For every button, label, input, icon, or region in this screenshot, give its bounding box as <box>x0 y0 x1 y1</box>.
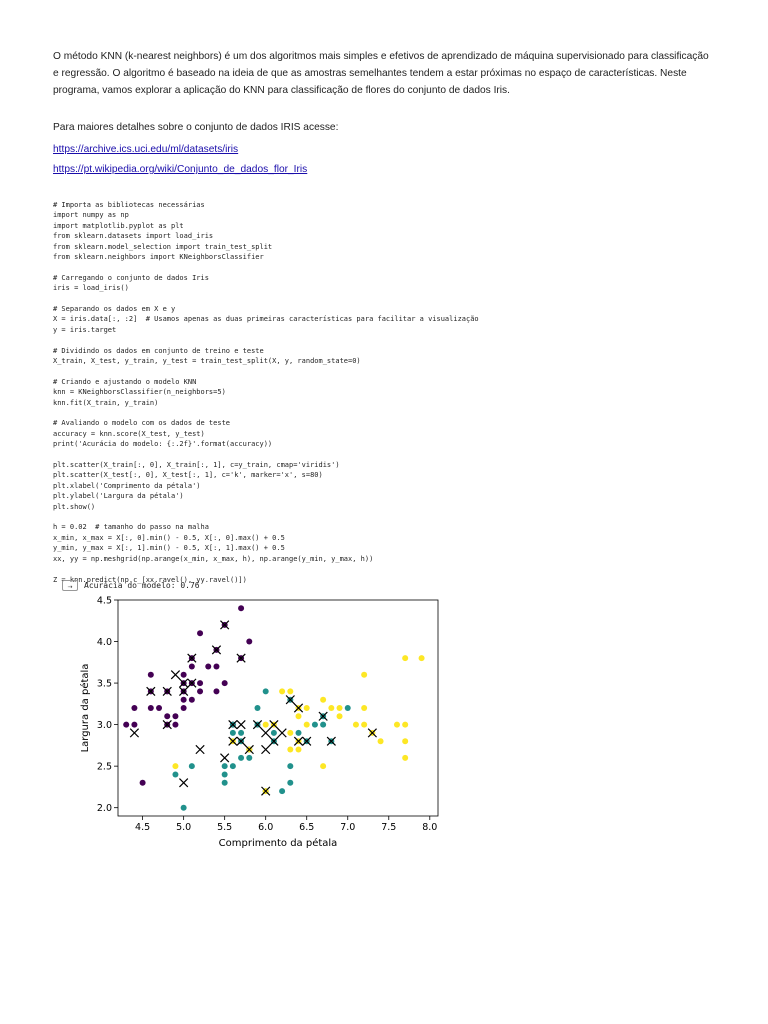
code-line: plt.scatter(X_train[:, 0], X_train[:, 1], c=y_train, cmap='viridis') <box>53 461 340 470</box>
train-point-marker <box>181 697 187 703</box>
train-point-marker <box>402 655 408 661</box>
code-line <box>53 335 715 345</box>
train-point-marker <box>222 780 228 786</box>
train-point-marker <box>172 771 178 777</box>
code-line <box>53 262 715 272</box>
train-point-marker <box>320 722 326 728</box>
y-tick-label: 3.0 <box>96 719 112 731</box>
y-tick-label: 4.0 <box>96 636 112 648</box>
x-tick-label: 6.5 <box>299 822 315 833</box>
train-point-marker <box>238 755 244 761</box>
train-point-marker <box>287 688 293 694</box>
train-point-marker <box>246 755 252 761</box>
code-line: from sklearn.datasets import load_iris <box>53 232 214 241</box>
train-point-marker <box>312 722 318 728</box>
train-point-marker <box>148 705 154 711</box>
train-point-marker <box>197 688 203 694</box>
code-line: Z = knn.predict(np.c_[xx.ravel(), yy.ravel()]) <box>53 575 247 584</box>
code-line: xx, yy = np.meshgrid(np.arange(x_min, x_max, h), np.arange(y_min, y_max, h)) <box>53 554 374 563</box>
train-point-marker <box>222 771 228 777</box>
train-point-marker <box>230 763 236 769</box>
x-axis-label: Comprimento da pétala <box>218 838 338 849</box>
code-line: X = iris.data[:, :2] # Usamos apenas as duas primeiras características para facilitar a visualização <box>53 315 479 324</box>
plot-frame <box>118 600 438 816</box>
x-tick-label: 7.5 <box>381 822 397 833</box>
code-line <box>53 408 715 418</box>
train-point-marker <box>287 763 293 769</box>
train-point-marker <box>287 780 293 786</box>
code-line: # Carregando o conjunto de dados Iris <box>53 273 209 282</box>
train-point-marker <box>189 763 195 769</box>
notebook-page <box>53 48 715 585</box>
train-point-marker <box>189 697 195 703</box>
code-line: X_train, X_test, y_train, y_test = train_test_split(X, y, random_state=0) <box>53 357 361 366</box>
code-line <box>53 512 715 522</box>
x-tick-label: 8.0 <box>422 822 438 833</box>
train-point-marker <box>263 722 269 728</box>
train-point-marker <box>156 705 162 711</box>
train-point-marker <box>296 747 302 753</box>
code-line: plt.xlabel('Comprimento da pétala') <box>53 481 201 490</box>
code-line: # Criando e ajustando o modelo KNN <box>53 377 197 386</box>
train-point-marker <box>287 730 293 736</box>
code-line: # Dividindo os dados em conjunto de treino e teste <box>53 346 264 355</box>
train-point-marker <box>328 705 334 711</box>
train-point-marker <box>181 805 187 811</box>
train-point-marker <box>213 688 219 694</box>
train-point-marker <box>345 705 351 711</box>
output-arrow-icon[interactable]: ⇢ <box>62 580 78 591</box>
train-point-marker <box>189 663 195 669</box>
train-point-marker <box>131 705 137 711</box>
train-point-marker <box>238 605 244 611</box>
train-point-marker <box>172 763 178 769</box>
train-point-marker <box>287 747 293 753</box>
train-point-marker <box>320 697 326 703</box>
train-point-marker <box>279 688 285 694</box>
train-point-marker <box>222 680 228 686</box>
y-tick-label: 2.5 <box>96 761 112 773</box>
train-point-marker <box>205 663 211 669</box>
code-line: accuracy = knn.score(X_test, y_test) <box>53 429 205 438</box>
train-point-marker <box>419 655 425 661</box>
train-point-marker <box>131 722 137 728</box>
code-line <box>53 564 715 574</box>
train-point-marker <box>172 713 178 719</box>
code-line: # Avaliando o modelo com os dados de teste <box>53 419 231 428</box>
code-line: from sklearn.neighbors import KNeighborsClassifier <box>53 253 264 262</box>
train-point-marker <box>140 780 146 786</box>
train-point-marker <box>181 705 187 711</box>
train-point-marker <box>296 730 302 736</box>
train-point-marker <box>394 722 400 728</box>
x-tick-label: 6.0 <box>258 822 274 833</box>
train-point-marker <box>337 705 343 711</box>
code-line: knn.fit(X_train, y_train) <box>53 398 159 407</box>
code-line: plt.scatter(X_test[:, 0], X_test[:, 1], c='k', marker='x', s=80) <box>53 471 323 480</box>
train-point-marker <box>263 688 269 694</box>
train-point-marker <box>337 713 343 719</box>
y-tick-label: 3.5 <box>96 678 112 690</box>
train-point-marker <box>254 705 260 711</box>
intro-paragraph: O método KNN (k-nearest neighbors) é um dos algoritmos mais simples e efetivos de aprendizado de máquina supervisionado para classificação e regressão. O algoritmo é baseado na ideia de que as amostras semelhantes tendem a estar próximas no espaço de características. Neste programa, vamos explorar a aplicação do KNN para classificação de flores do conjunto de dados Iris. <box>53 51 709 96</box>
code-line: import numpy as np <box>53 211 129 220</box>
train-point-marker <box>172 722 178 728</box>
train-point-marker <box>164 713 170 719</box>
train-point-marker <box>361 705 367 711</box>
train-point-marker <box>402 755 408 761</box>
code-line <box>53 294 715 304</box>
accuracy-output: Acurácia do modelo: 0.76 <box>84 581 200 590</box>
train-point-marker <box>148 672 154 678</box>
train-point-marker <box>402 738 408 744</box>
code-line <box>53 366 715 376</box>
train-point-marker <box>361 722 367 728</box>
y-tick-label: 4.5 <box>96 595 112 607</box>
x-tick-label: 5.5 <box>217 822 233 833</box>
uci-iris-link[interactable]: https://archive.ics.uci.edu/ml/datasets/iris <box>53 144 239 155</box>
train-point-marker <box>271 730 277 736</box>
code-line: # Importa as bibliotecas necessárias <box>53 201 205 209</box>
code-line: import matplotlib.pyplot as plt <box>53 221 184 230</box>
code-line: y_min, y_max = X[:, 1].min() - 0.5, X[:, 1].max() + 0.5 <box>53 544 285 553</box>
train-point-marker <box>213 663 219 669</box>
y-axis-label: Largura da pétala <box>80 663 91 753</box>
y-tick-label: 2.0 <box>96 802 112 814</box>
code-line: x_min, x_max = X[:, 0].min() - 0.5, X[:, 0].max() + 0.5 <box>53 533 285 542</box>
code-line: y = iris.target <box>53 325 117 334</box>
train-point-marker <box>402 722 408 728</box>
train-point-marker <box>320 763 326 769</box>
iris-scatter-plot <box>60 590 460 860</box>
train-point-marker <box>238 730 244 736</box>
train-point-marker <box>304 705 310 711</box>
code-line: plt.show() <box>53 502 96 511</box>
code-line: # Separando os dados em X e y <box>53 305 176 314</box>
code-line: plt.ylabel('Largura da pétala') <box>53 492 184 501</box>
train-point-marker <box>246 639 252 645</box>
x-tick-label: 5.0 <box>176 822 192 833</box>
train-point-marker <box>123 722 129 728</box>
train-point-marker <box>361 672 367 678</box>
train-point-marker <box>197 680 203 686</box>
code-line: h = 0.02 # tamanho do passo na malha <box>53 523 209 532</box>
train-point-marker <box>353 722 359 728</box>
train-point-marker <box>304 722 310 728</box>
x-tick-label: 7.0 <box>340 822 356 833</box>
code-line: print('Acurácia do modelo: {:.2f}'.format(accuracy)) <box>53 440 273 449</box>
train-point-marker <box>230 730 236 736</box>
train-point-marker <box>181 672 187 678</box>
train-point-marker <box>197 630 203 636</box>
code-cell[interactable] <box>53 200 715 585</box>
code-line: from sklearn.model_selection import train_test_split <box>53 242 273 251</box>
details-paragraph: Para maiores detalhes sobre o conjunto de dados IRIS acesse: <box>53 122 339 133</box>
train-point-marker <box>378 738 384 744</box>
code-line <box>53 450 715 460</box>
train-point-marker <box>279 788 285 794</box>
code-line: iris = load_iris() <box>53 284 129 293</box>
train-point-marker <box>296 713 302 719</box>
x-tick-label: 4.5 <box>135 822 151 833</box>
train-point-marker <box>222 763 228 769</box>
wikipedia-iris-link[interactable]: https://pt.wikipedia.org/wiki/Conjunto_de_dados_flor_Iris <box>53 164 308 175</box>
code-line: knn = KNeighborsClassifier(n_neighbors=5) <box>53 388 226 397</box>
